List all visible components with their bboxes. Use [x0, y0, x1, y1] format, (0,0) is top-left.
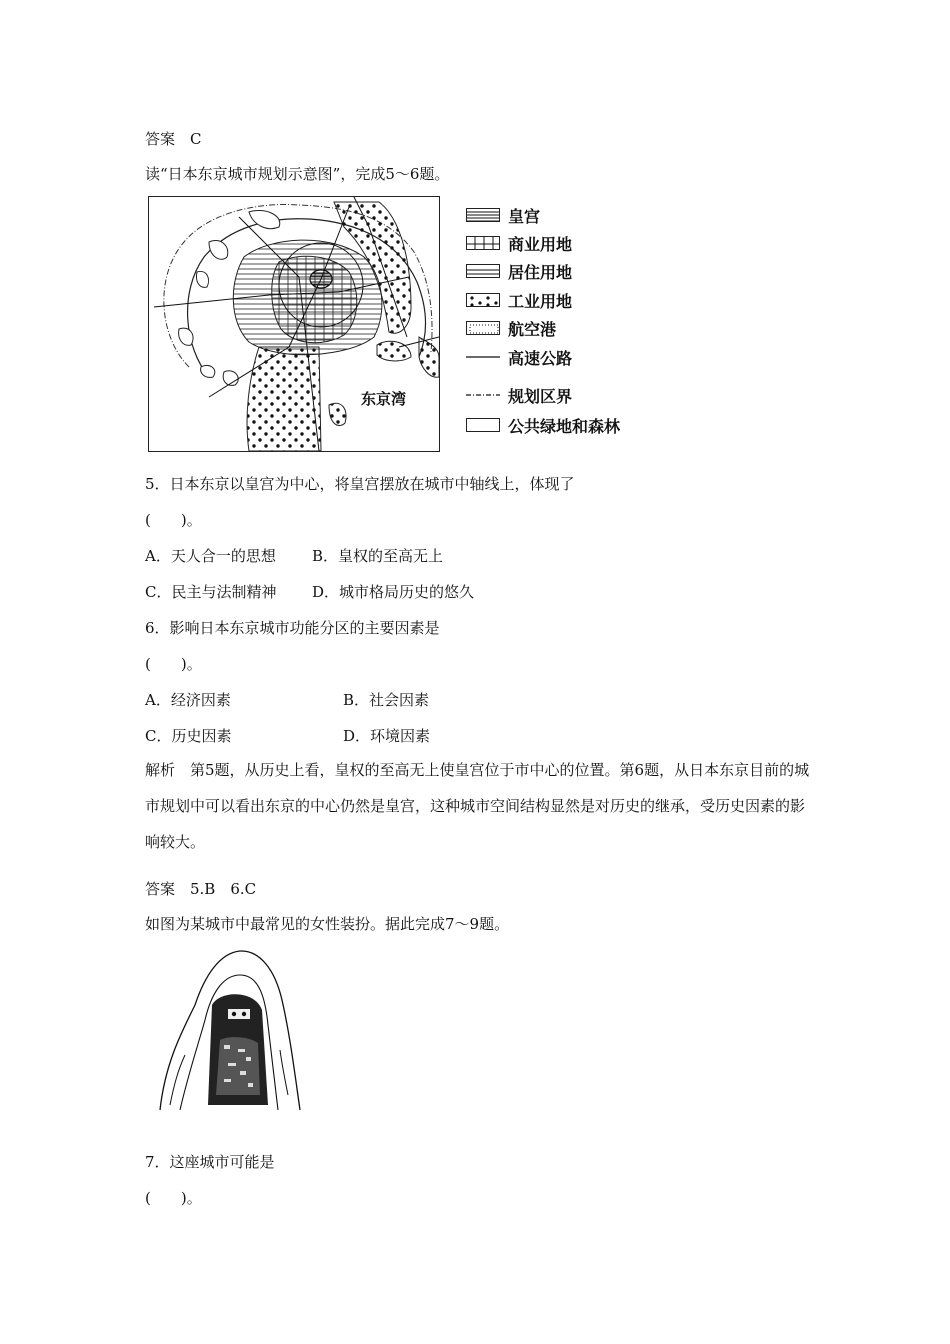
q6-option-b: B．社会因素 — [343, 691, 430, 709]
commercial-swatch-icon — [466, 236, 500, 250]
q6-option-d: D．环境因素 — [343, 727, 431, 745]
legend-commercial: 商业用地 — [466, 232, 572, 254]
legend-industrial: 工业用地 — [466, 289, 572, 311]
veiled-woman-drawing — [150, 945, 302, 1113]
legend-palace: 皇宫 — [466, 204, 540, 226]
q6-stem: 6．影响日本东京城市功能分区的主要因素是 — [145, 619, 440, 637]
green-swatch-icon — [466, 418, 500, 432]
airport-swatch-icon — [466, 321, 500, 335]
legend-expressway: 高速公路 — [466, 346, 572, 368]
legend-residential: 居住用地 — [466, 260, 572, 282]
q6-option-c: C．历史因素 — [145, 727, 232, 745]
map-drawing — [149, 197, 439, 451]
expressway-line-icon — [466, 350, 500, 364]
q7-stem: 7．这座城市可能是 — [145, 1153, 275, 1171]
q5-stem: 5．日本东京以皇宫为中心，将皇宫摆放在城市中轴线上，体现了 — [145, 475, 575, 493]
q5-option-d: D．城市格局历史的悠久 — [312, 583, 475, 601]
palace-swatch-icon — [466, 208, 500, 222]
q5-option-b: B．皇权的至高无上 — [312, 547, 444, 565]
q5-paren: ( )。 — [145, 511, 202, 529]
q6-paren: ( )。 — [145, 655, 202, 673]
q6-option-a: A．经济因素 — [145, 691, 231, 709]
answer-prev: 答案 C — [145, 130, 202, 148]
boundary-line-icon — [466, 388, 500, 402]
answer-q5-6: 答案 5.B 6.C — [145, 880, 257, 898]
intro-q7-9: 如图为某城市中最常见的女性装扮。据此完成7～9题。 — [145, 915, 510, 933]
tokyo-planning-map — [148, 196, 440, 452]
legend-airport: 航空港 — [466, 317, 556, 339]
legend-boundary: 规划区界 — [466, 384, 572, 406]
q7-paren: ( )。 — [145, 1189, 202, 1207]
q5-option-c: C．民主与法制精神 — [145, 583, 277, 601]
legend-green: 公共绿地和森林 — [466, 414, 620, 436]
industrial-swatch-icon — [466, 293, 500, 307]
veiled-woman-illustration — [150, 945, 302, 1113]
q5-option-a: A．天人合一的思想 — [145, 547, 276, 565]
bay-label: 东京湾 — [361, 390, 407, 408]
residential-swatch-icon — [466, 264, 500, 278]
analysis-paragraph: 解析 第5题，从历史上看，皇权的至高无上使皇宫位于市中心的位置。第6题，从日本东京目前的城市规划中可以看出东京的中心仍然是皇宫，这种城市空间结构显然是对历史的继承，受历史因素的影响较大。 — [145, 761, 810, 851]
intro-q5-6: 读“日本东京城市规划示意图”，完成5～6题。 — [145, 165, 450, 183]
